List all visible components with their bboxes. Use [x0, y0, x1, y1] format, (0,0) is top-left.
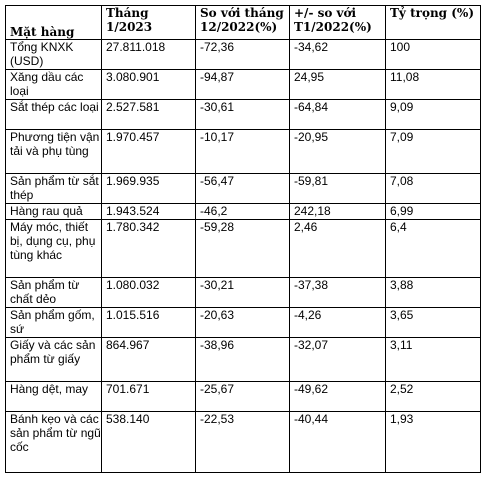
cell-share: 1,93: [386, 412, 481, 473]
cell-month-value: 1.943.524: [102, 204, 196, 220]
cell-share: 3,65: [386, 308, 481, 338]
cell-item: Sản phẩm từ sắt thép: [6, 174, 102, 204]
header-month: Tháng 1/2023: [102, 6, 196, 40]
cell-share: 7,08: [386, 174, 481, 204]
cell-vs-same-period: -40,44: [290, 412, 386, 473]
cell-vs-previous-month: -59,28: [196, 220, 290, 278]
cell-month-value: 538.140: [102, 412, 196, 473]
cell-vs-same-period: -49,62: [290, 382, 386, 412]
cell-vs-same-period: -32,07: [290, 338, 386, 382]
table-row: [6, 40, 481, 70]
cell-item: Bánh kẹo và các sản phẩm từ ngũ cốc: [6, 412, 102, 473]
cell-vs-same-period: 242,18: [290, 204, 386, 220]
cell-item: Sản phẩm từ chất dẻo: [6, 278, 102, 308]
cell-month-value: 1.015.516: [102, 308, 196, 338]
cell-vs-same-period: -59,81: [290, 174, 386, 204]
cell-vs-same-period: 2,46: [290, 220, 386, 278]
cell-share: 6,4: [386, 220, 481, 278]
cell-share: 7,09: [386, 130, 481, 174]
cell-share: 3,11: [386, 338, 481, 382]
cell-vs-same-period: -34,62: [290, 40, 386, 70]
cell-vs-same-period: -4,26: [290, 308, 386, 338]
cell-item: Sắt thép các loại: [6, 100, 102, 130]
cell-vs-same-period: 24,95: [290, 70, 386, 100]
table-row: [6, 382, 481, 412]
cell-vs-previous-month: -30,21: [196, 278, 290, 308]
table-row: [6, 130, 481, 174]
table-row: [6, 278, 481, 308]
table-row: [6, 220, 481, 278]
cell-item: Hàng rau quả: [6, 204, 102, 220]
cell-vs-previous-month: -38,96: [196, 338, 290, 382]
cell-item: Tổng KNXK (USD): [6, 40, 102, 70]
table-body: [6, 40, 481, 473]
cell-month-value: 701.671: [102, 382, 196, 412]
cell-month-value: 1.780.342: [102, 220, 196, 278]
table-row: [6, 100, 481, 130]
cell-month-value: 864.967: [102, 338, 196, 382]
cell-vs-previous-month: -30,61: [196, 100, 290, 130]
cell-vs-same-period: -37,38: [290, 278, 386, 308]
cell-item: Sản phẩm gốm, sứ: [6, 308, 102, 338]
cell-share: 3,88: [386, 278, 481, 308]
export-table-container: [5, 5, 481, 473]
table-row: [6, 412, 481, 473]
cell-month-value: 1.080.032: [102, 278, 196, 308]
cell-share: 2,52: [386, 382, 481, 412]
header-vs-previous-month: So với tháng 12/2022(%): [196, 6, 290, 40]
cell-vs-same-period: -20,95: [290, 130, 386, 174]
table-row: [6, 308, 481, 338]
cell-item: Xăng dầu các loại: [6, 70, 102, 100]
cell-vs-previous-month: -94,87: [196, 70, 290, 100]
cell-vs-previous-month: -72,36: [196, 40, 290, 70]
header-row: [6, 6, 481, 40]
header-item: Mặt hàng: [6, 6, 102, 40]
cell-item: Phương tiện vận tải và phụ tùng: [6, 130, 102, 174]
cell-vs-previous-month: -10,17: [196, 130, 290, 174]
cell-vs-previous-month: -25,67: [196, 382, 290, 412]
cell-month-value: 1.969.935: [102, 174, 196, 204]
cell-share: 100: [386, 40, 481, 70]
header-share: Tỷ trọng (%): [386, 6, 481, 40]
cell-share: 11,08: [386, 70, 481, 100]
cell-share: 6,99: [386, 204, 481, 220]
cell-month-value: 3.080.901: [102, 70, 196, 100]
export-table: [5, 5, 481, 473]
table-row: [6, 204, 481, 220]
cell-item: Hàng dệt, may: [6, 382, 102, 412]
cell-item: Máy móc, thiết bị, dụng cụ, phụ tùng khác: [6, 220, 102, 278]
cell-vs-same-period: -64,84: [290, 100, 386, 130]
table-row: [6, 174, 481, 204]
cell-share: 9,09: [386, 100, 481, 130]
cell-vs-previous-month: -20,63: [196, 308, 290, 338]
cell-vs-previous-month: -22,53: [196, 412, 290, 473]
table-row: [6, 70, 481, 100]
cell-vs-previous-month: -46,2: [196, 204, 290, 220]
header-vs-same-period: +/- so với T1/2022(%): [290, 6, 386, 40]
cell-month-value: 2.527.581: [102, 100, 196, 130]
cell-item: Giấy và các sản phẩm từ giấy: [6, 338, 102, 382]
table-row: [6, 338, 481, 382]
cell-vs-previous-month: -56,47: [196, 174, 290, 204]
cell-month-value: 27.811.018: [102, 40, 196, 70]
cell-month-value: 1.970.457: [102, 130, 196, 174]
